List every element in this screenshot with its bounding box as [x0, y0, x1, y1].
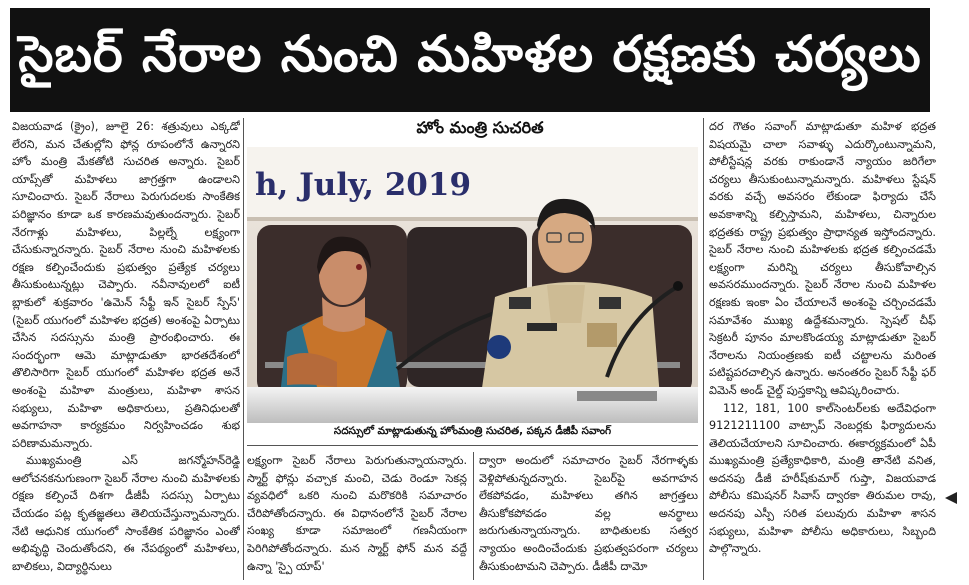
column-3: [479, 452, 698, 580]
photo-illustration: [247, 147, 698, 423]
photo-banner-text: h, July, 2019: [255, 167, 472, 203]
news-photo: [247, 147, 698, 423]
column-1-paragraph-2: ముఖ్యమంత్రి ఎస్ జగన్మోహన్‌రెడ్డి ఆలోచనకనుగుణంగా సైబర్ నేరాల నుంచి మహిళలకు రక్షణ కల్పించే దిశగా డీజీపీ సదస్సు ఏర్పాటు చేయడం పట్ల కృతజ్ఞతలు తెలియచేస్తున్నామన్నారు. నేటి ఆధునిక యుగంలో సాంకేతిక పరిజ్ఞానం ఎంతో అభివృద్ధి చెందుతోందని, ఈ నేపథ్యంలో మహిళలు, బాలికలు, విద్యార్థినులు: [12, 454, 240, 573]
column-2: [247, 452, 467, 580]
column-1: [12, 118, 240, 580]
column-rule: [473, 452, 474, 580]
column-rule: [243, 118, 244, 580]
column-3-paragraph: ద్వారా అందులో సమాచారం సైబర్ నేరగాళ్ళకు వెళ్లిపోతున్నదన్నారు. సైబర్‌పై అవగాహన లేకపోవడం, మహిళలు తగిన జాగ్రత్తలు తీసుకోకపోవడం వల్ల అనర్థాలు జరుగుతున్నాయన్నారు. బాధితులకు సత్వర న్యాయం అందించేందుకు ప్రభుత్వపరంగా చర్యలు తీసుకుంటామని చెప్పారు. డీజీపీ దామో: [479, 454, 698, 573]
headline-banner: [10, 8, 930, 112]
column-rule: [703, 118, 704, 580]
column-4-paragraph-1: దర గౌతం సవాంగ్ మాట్లాడుతూ మహిళ భద్రత విషయమై చాలా సవాళ్ళు ఎదుర్కొంటున్నామని, పోలీస్టేషన్ల వరకు రాకుండానే న్యాయం జరిగేలా చర్యలు తీసుకుంటున్నామన్నారు. మహిళలు స్టేషన్ వరకు వచ్చే అవసరం లేకుండా ఫిర్యాదు చేసే అవకాశాన్ని కల్పిస్తామని, మహిళలు, చిన్నారుల భద్రతకు రాష్ట్ర ప్రభుత్వం ప్రాధాన్యత ఇస్తోందన్నారు. సైబర్ నేరాల నుంచి మహిళలకు భద్రత కల్పించడమే లక్ష్యంగా మరిన్ని చర్యలు తీసుకోవాల్సిన అవసరముందన్నారు. సైబర్ నేరాల నుంచి మహిళల రక్షణకు ఇంకా ఏం చేయాలనే అంశంపై చర్చించడమే సమావేశం ముఖ్య ఉద్దేశమన్నారు. స్పెషల్ చీఫ్ సెక్రటరీ పూనం మాలకొండయ్య మాట్లాడుతూ సైబర్ నేరాలను నియంత్రణకు ఐటీ చట్టాలను మరింత పటిష్టపరచాల్సిన ఉన్నారు. అనంతరం సైబర్ సేఫ్టీ ఫర్ విమెన్ అండ్ చైల్డ్ పుస్తకాన్ని ఆవిష్కరించారు.: [709, 120, 936, 397]
column-4: [709, 118, 936, 580]
page-edge-arrow-icon: [945, 492, 957, 504]
column-4-paragraph-2: 112, 181, 100 కాల్‌సెంటర్‌లకు అదేవిధంగా 9121211100 వాట్సాప్ నెంబర్లకు ఫిర్యాదులను తెలియచేయాలని సూచించారు. ఈకార్యక్రమంలో ఏపీ ముఖ్యమంత్రి ప్రత్యేకాధికారి, మంత్రి తానేటి వనిత, అదనపు డీజీ హరీష్‌కుమార్ గుప్తా, విజయవాడ పోలీసు కమిషనర్ సివాస్ ద్వారకా తిరుమల రావు, అదనపు ఎస్పీ సరిత పలువురు మహిళా శాసన సభ్యులు, మహిళా పోలీసు అధికారులు, సిబ్బంది పాల్గొన్నారు.: [709, 401, 936, 556]
column-1-paragraph-1: విజయవాడ (క్రైం), జూలై 26: శత్రువులు ఎక్కడో లేరని, మన చేతుల్లోని ఫోన్ల రూపంలోనే ఉన్నారని హోం మంత్రి మేకతోటి సుచరిత అన్నారు. సైబర్ యాప్స్‌తో మహిళలు జాగ్రత్తగా ఉండాలని సూచించారు. సైబర్ నేరాలు పెరుగుదలకు సాంకేతిక పరిజ్ఞానం కూడా ఒక కారణమవుతుందన్నారు. సైబర్ నేరగాళ్లు మహిళలు, పిల్లల్నే లక్ష్యంగా చేసుకున్నారన్నారు. సైబర్ నేరాల నుంచి మహిళలకు రక్షణ కల్పించేందుకు ప్రభుత్వం ప్రత్యేక చర్యలు తీసుకుంటున్నట్లు చెప్పారు. నవీనావులలో ఐటీ బ్లాకులో శుక్రవారం 'ఉమెన్ సేఫ్టీ ఇన్ సైబర్ స్పేస్' (సైబర్ యుగంలో మహిళల భద్రత) అంశంపై ఏర్పాటు చేసిన సదస్సును మంత్రి ప్రారంభించారు. ఈ సందర్భంగా ఆమె మాట్లాడుతూ భారతదేశంలో తొలిసారిగా సైబర్ యుగంలో మహిళల భద్రత అనే అంశంపై మహిళా మంత్రులు, మహిళా శాసన సభ్యులు, మహిళా అధికారులు, ప్రతినిధులతో అవగాహనా కార్యక్రమం నిర్వహించడం శుభ పరిణామమన్నారు.: [12, 120, 240, 450]
column-2-paragraph: లక్ష్యంగా సైబర్ నేరాలు పెరుగుతున్నాయన్నారు. స్మార్ట్ ఫోన్లు వచ్చాక మంచి, చెడు రెండూ సెకన్ల వ్యవధిలో ఒకరి నుంచి మరొకరికి సమాచారం చేరిపోతోందన్నారు. ఈ విధానంలోనే సైబర్ నేరాల సంఖ్య కూడా సమాజంలో గణనీయంగా పెరిగిపోతోందన్నారు. మన స్మార్ట్ ఫోన్ మన వద్దే ఉన్నా 'స్పై యాప్': [247, 454, 467, 573]
subheadline: హోం మంత్రి సుచరిత: [416, 118, 544, 137]
photo-caption: సదస్సులో మాట్లాడుతున్న హోంమంత్రి సుచరిత, పక్కన డీజీపీ సవాంగ్: [247, 425, 698, 446]
headline: సైబర్ నేరాల నుంచి మహిళల రక్షణకు చర్యలు: [18, 24, 922, 83]
